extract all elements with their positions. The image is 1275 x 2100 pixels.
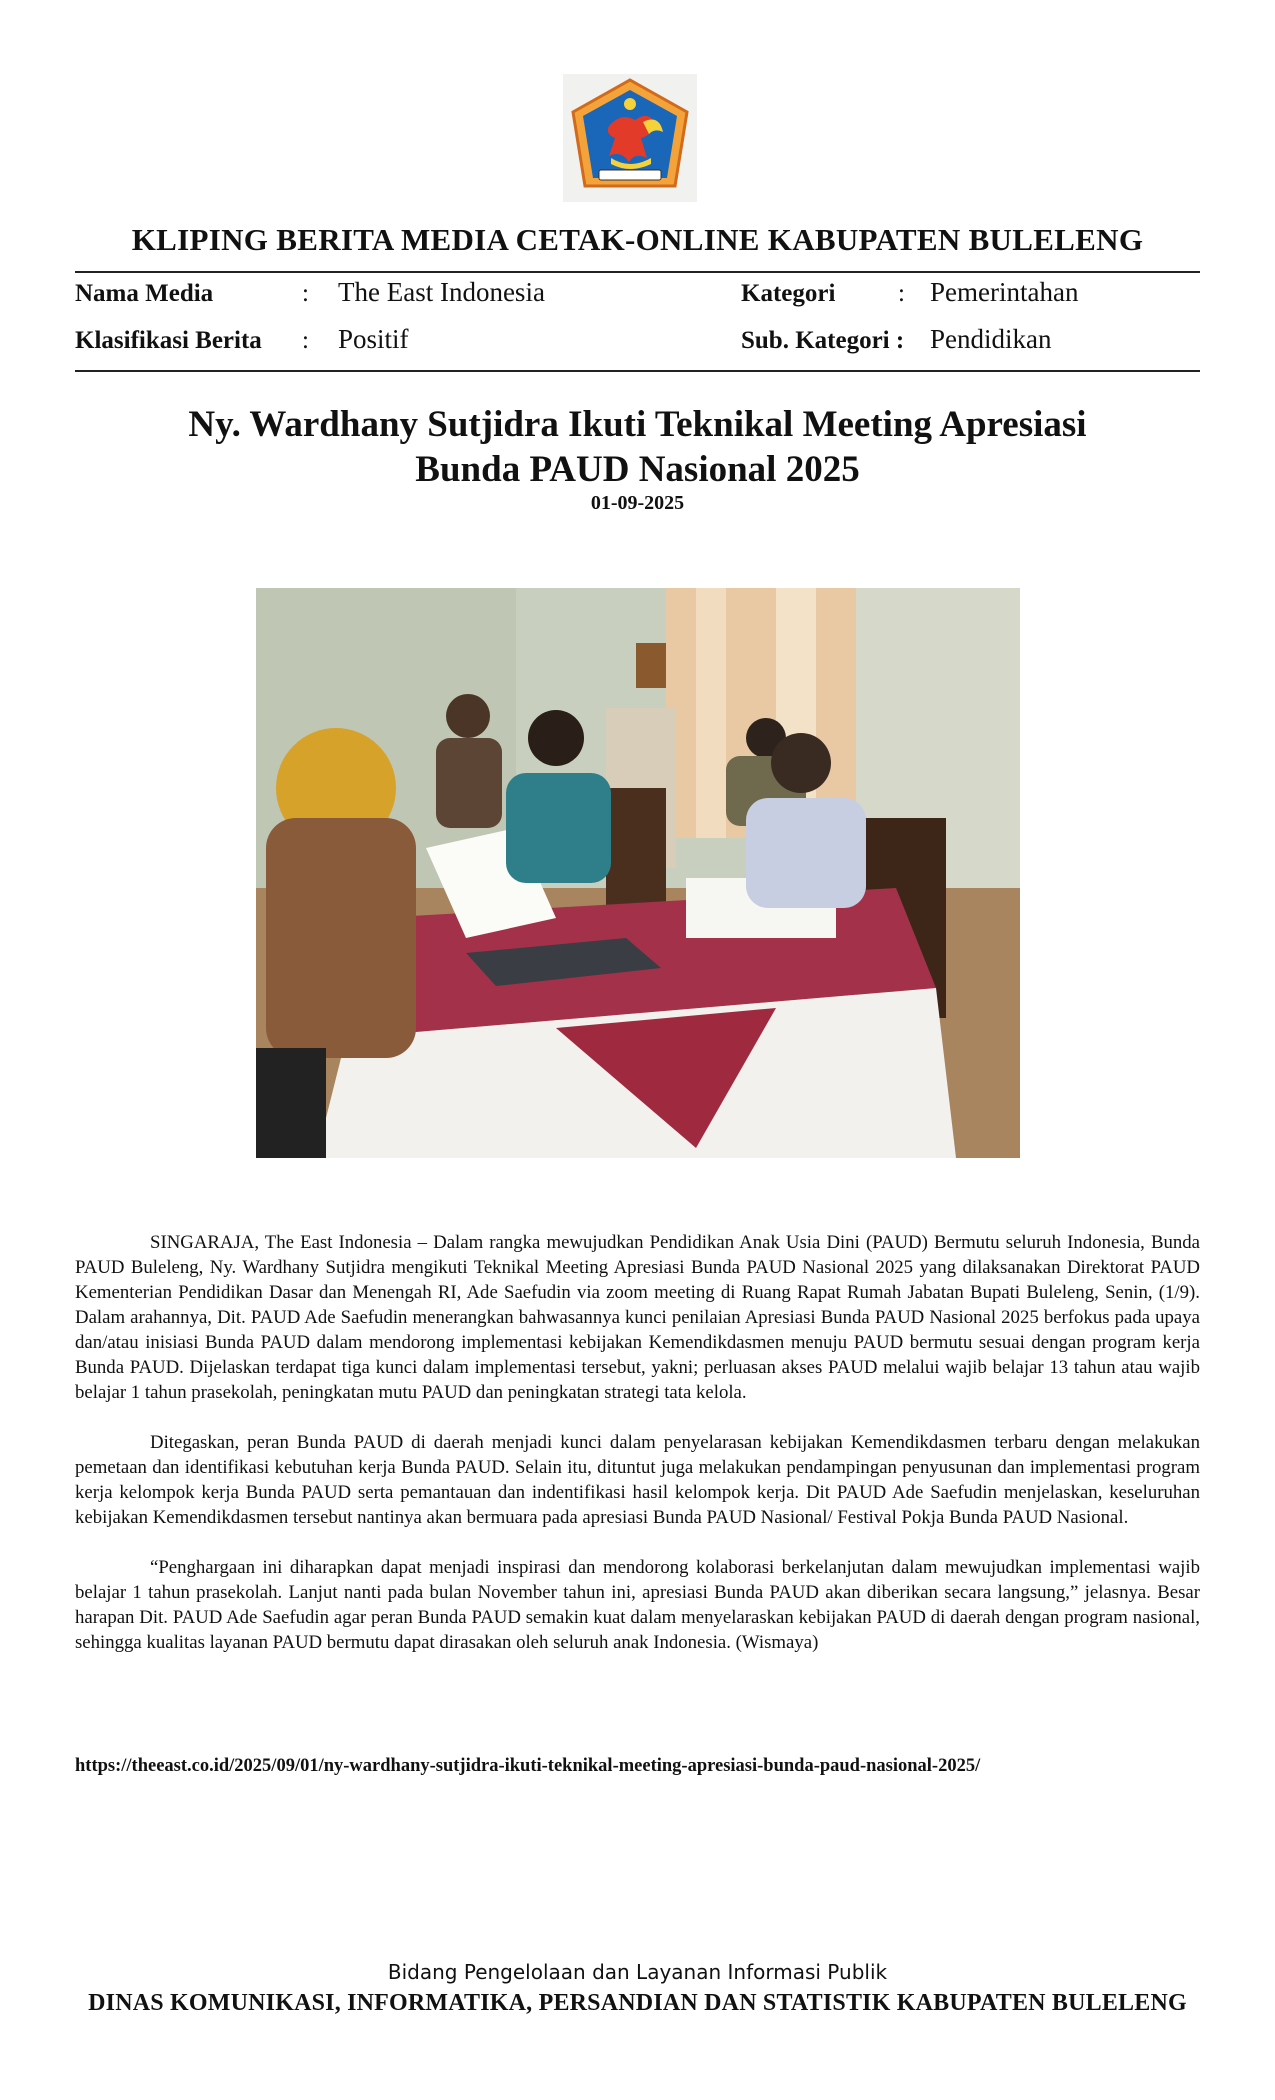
header-divider-top: [75, 271, 1200, 273]
buleleng-emblem-logo: [563, 74, 697, 202]
subkategori-label: Sub. Kategori :: [741, 327, 905, 354]
article-body: [75, 1230, 1200, 1680]
article-paragraph-2: Ditegaskan, peran Bunda PAUD di daerah menjadi kunci dalam penyelarasan kebijakan Kemendikdasmen terbaru dengan melakukan pemetaan dan identifikasi kebutuhan kerja Bunda PAUD. Selain itu, dituntut juga melakukan pendampingan penyusunan dan implementasi program kerja kelompok kerja Bunda PAUD serta pemantauan dan indentifikasi hasil kelompok kerja. Dit PAUD Ade Saefudin menjelaskan, keseluruhan kebijakan Kemendikdasmen tersebut nantinya akan bermuara pada apresiasi Bunda PAUD Nasional/ Festival Pokja Bunda PAUD Nasional.: [75, 1432, 1200, 1528]
meeting-photo: [256, 588, 1020, 1158]
article-title: [0, 402, 1275, 492]
klasifikasi-colon: :: [302, 327, 309, 354]
footer-agency: DINAS KOMUNIKASI, INFORMATIKA, PERSANDIAN DAN STATISTIK KABUPATEN BULELENG: [88, 1990, 1187, 2016]
header-divider-bottom: [75, 370, 1200, 372]
clipping-header-title: KLIPING BERITA MEDIA CETAK-ONLINE KABUPATEN BULELENG: [131, 222, 1144, 257]
kategori-value: Pemerintahan: [930, 277, 1079, 307]
media-value: The East Indonesia: [338, 277, 545, 307]
kategori-label: Kategori: [741, 280, 836, 307]
media-colon: :: [302, 280, 309, 307]
footer-department: Bidang Pengelolaan dan Layanan Informasi Publik: [387, 1960, 888, 1984]
klasifikasi-label: Klasifikasi Berita: [75, 327, 262, 354]
kategori-colon: :: [898, 280, 905, 307]
media-label: Nama Media: [75, 280, 214, 307]
article-title-line2: Bunda PAUD Nasional 2025: [415, 449, 860, 490]
source-url-link[interactable]: https://theeast.co.id/2025/09/01/ny-wardhany-sutjidra-ikuti-teknikal-meeting-apresiasi-bunda-paud-nasional-2025/: [75, 1756, 981, 1776]
article-paragraph-1: SINGARAJA, The East Indonesia – Dalam rangka mewujudkan Pendidikan Anak Usia Dini (PAUD) Bermutu seluruh Indonesia, Bunda PAUD Buleleng, Ny. Wardhany Sutjidra mengikuti Teknikal Meeting Apresiasi Bunda PAUD Nasional 2025 yang dilaksanakan Direktorat PAUD Kementerian Pendidikan Dasar dan Menengah RI, Ade Saefudin via zoom meeting di Ruang Rapat Rumah Jabatan Bupati Buleleng, Senin, (1/9). Dalam arahannya, Dit. PAUD Ade Saefudin menerangkan bahwasannya kunci penilaian Apresiasi Bunda PAUD Nasional 2025 berfokus pada upaya dan/atau inisiasi Bunda PAUD dalam mendorong implementasi kebijakan Kemendikdasmen menuju PAUD bermutu sesuai dengan program kerja Bunda PAUD. Dijelaskan terdapat tiga kunci dalam implementasi tersebut, yakni; perluasan akses PAUD melalui wajib belajar 13 tahun atau wajib belajar 1 tahun prasekolah, peningkatan mutu PAUD dan peningkatan strategi tata kelola.: [75, 1232, 1200, 1403]
article-title-line1: Ny. Wardhany Sutjidra Ikuti Teknikal Meeting Apresiasi: [188, 404, 1087, 445]
article-date: 01-09-2025: [590, 492, 685, 514]
article-paragraph-3: “Penghargaan ini diharapkan dapat menjadi inspirasi dan mendorong kolaborasi berkelanjutan dalam mewujudkan implementasi wajib belajar 1 tahun prasekolah. Lanjut nanti pada bulan November tahun ini, apresiasi Bunda PAUD akan diberikan secara langsung,” jelasnya. Besar harapan Dit. PAUD Ade Saefudin agar peran Bunda PAUD semakin kuat dalam menyelaraskan kebijakan PAUD di daerah dengan program nasional, sehingga kualitas layanan PAUD bermutu dapat dirasakan oleh seluruh anak Indonesia. (Wismaya): [75, 1557, 1200, 1653]
klasifikasi-value: Positif: [338, 324, 409, 354]
subkategori-value: Pendidikan: [930, 324, 1052, 354]
